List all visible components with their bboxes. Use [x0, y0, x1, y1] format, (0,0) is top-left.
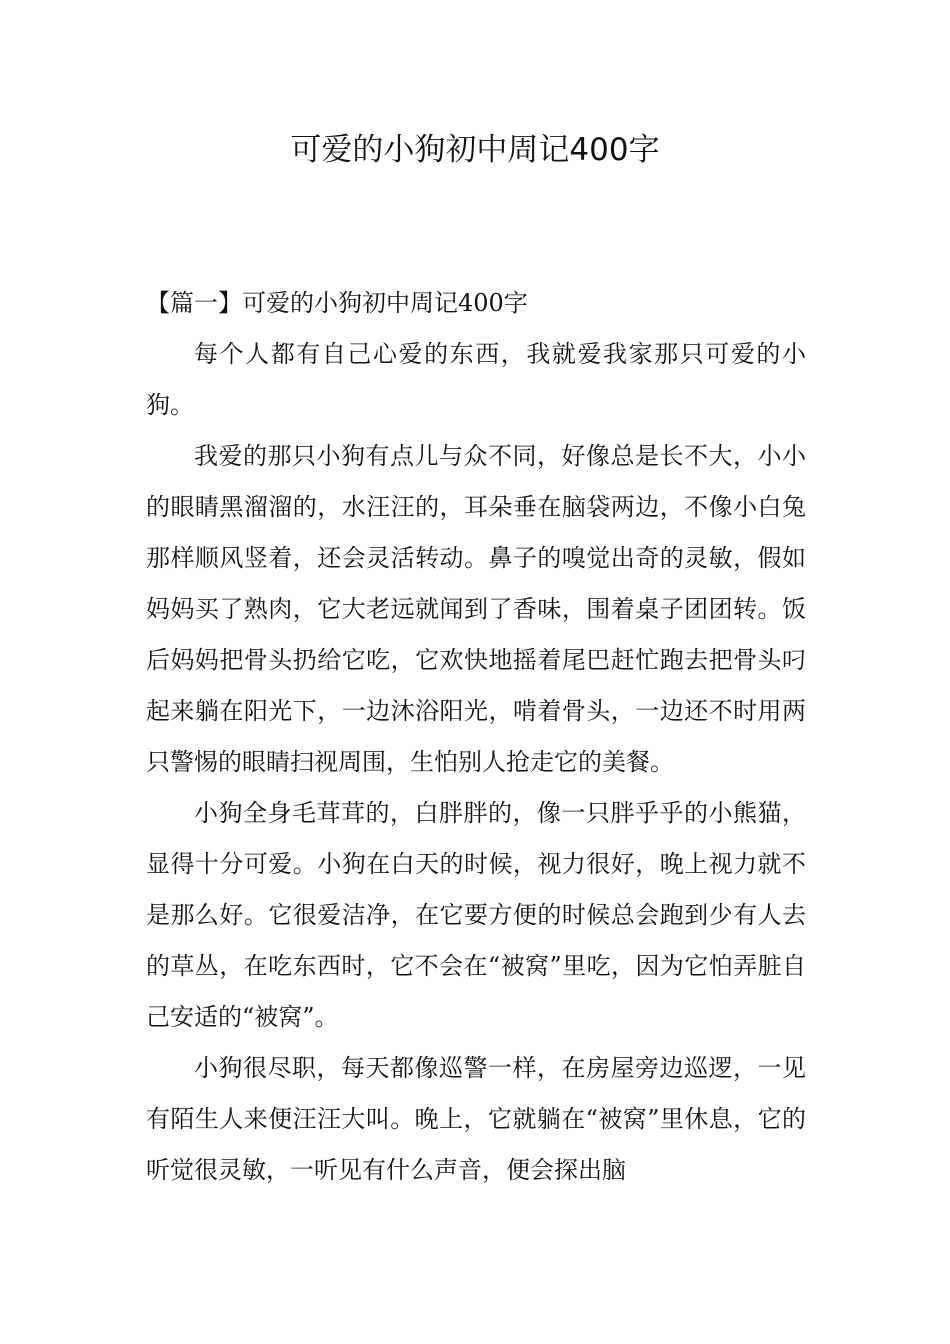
paragraph-1: 每个人都有自己心爱的东西，我就爱我家那只可爱的小狗。	[146, 340, 806, 419]
paragraph-2: 我爱的那只小狗有点儿与众不同，好像总是长不大，小小的眼睛黑溜溜的，水汪汪的，耳朵垂在脑袋两边，不像小白兔那样顺风竖着，还会灵活转动。鼻子的嗅觉出奇的灵敏，假如妈妈买了熟肉，它大老远就闻到了香味，围着桌子团团转。饭后妈妈把骨头扔给它吃，它欢快地摇着尾巴赶忙跑去把骨头叼起来躺在阳光下，一边沐浴阳光，啃着骨头，一边还不时用两只警惕的眼睛扫视周围，生怕别人抢走它的美餐。	[146, 442, 806, 776]
paragraph-3: 小狗全身毛茸茸的，白胖胖的，像一只胖乎乎的小熊猫，显得十分可爱。小狗在白天的时候，视力很好，晚上视力就不是那么好。它很爱洁净，在它要方便的时候总会跑到少有人去的草丛，在吃东西时，它不会在“被窝”里吃，因为它怕弄脏自己安适的“被窝”。	[146, 799, 806, 1031]
document-title: 可爱的小狗初中周记400字	[290, 132, 660, 168]
section-heading: 【篇一】可爱的小狗初中周记400字	[146, 289, 528, 317]
document-body	[146, 278, 806, 1196]
paragraph-4: 小狗很尽职，每天都像巡警一样，在房屋旁边巡逻，一见有陌生人来便汪汪大叫。晚上，它就躺在“被窝”里休息，它的听觉很灵敏，一听见有什么声音，便会探出脑	[146, 1054, 806, 1184]
